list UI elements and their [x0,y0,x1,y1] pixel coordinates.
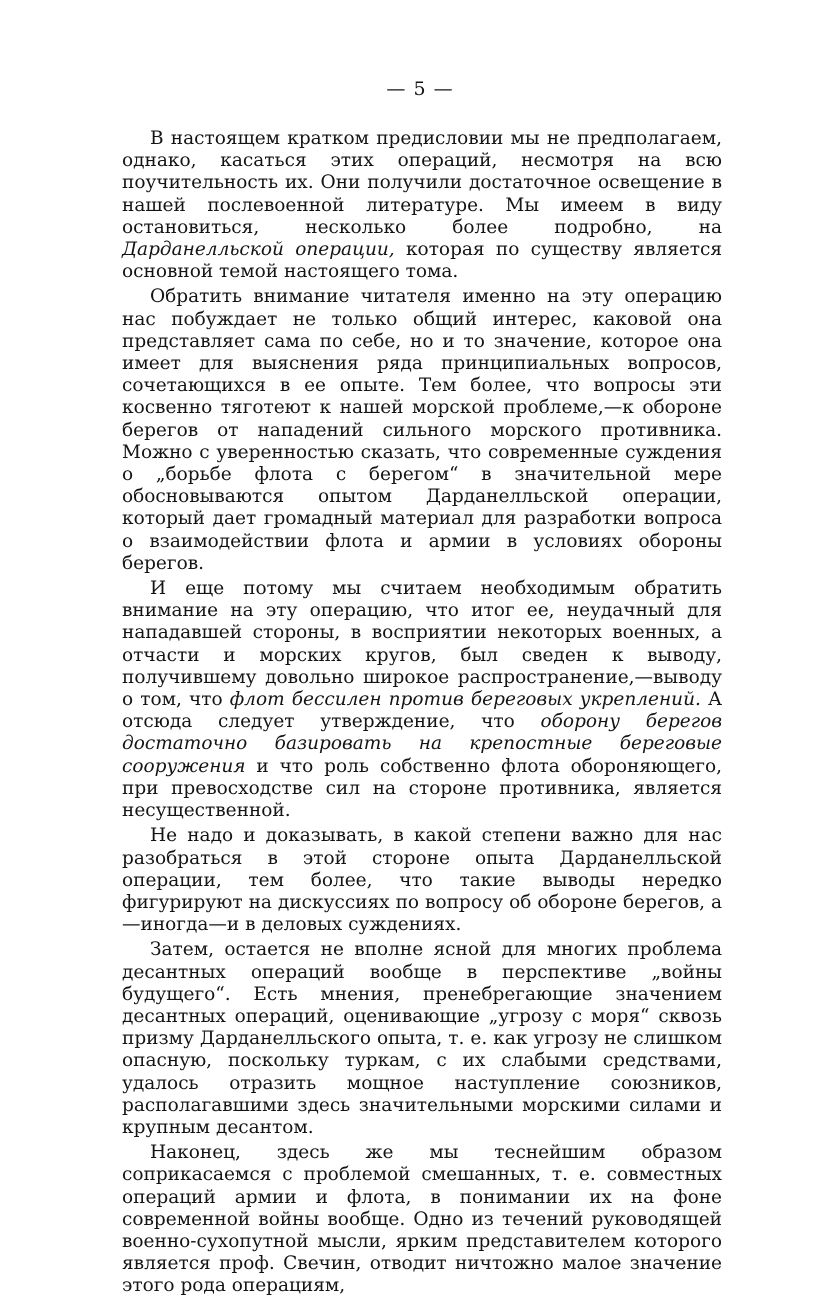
text-run: которая по существу является основной темой настоящего тома. [122,239,722,283]
italic-text-run: оборону берегов достаточно базировать на крепостные береговые сооружения [122,711,722,777]
italic-text-run: флот бессилен против береговых укреплений. [229,689,701,711]
text-body [122,128,722,1301]
italic-text-run: Дарданелльской операции, [122,239,395,261]
paragraph [122,128,722,283]
paragraph [122,825,722,936]
text-run: И еще потому мы считаем необходимым обратить внимание на эту операцию, что итог ее, неудачный для нападавшей стороны, в восприятии некоторых военных, а отчасти и морских кругов, был сведен к выводу, получившему довольно широкое распространение,—выводу о том, что [122,578,722,711]
text-run: Не надо и доказывать, в какой степени важно для нас разобраться в этой стороне опыта Дарданелльской операции, тем более, что такие выводы нередко фигурируют на дискуссиях по вопросу об обороне берегов, а—иногда—и в деловых суждениях. [122,825,722,936]
paragraph [122,939,722,1139]
text-run: и что роль собственно флота обороняющего, при превосходстве сил на стороне противника, является несущественной. [122,755,722,822]
text-run: Затем, остается не вполне ясной для многих проблема десантных операций вообще в перспективе „войны будущего“. Есть мнения, пренебрегающие значением десантных операций, оценивающие „угрозу с моря“ сквозь призму Дарданелльского опыта, т. е. как угрозу не слишком опасную, поскольку туркам, с их слабыми средствами, удалось отразить мощное наступление союзников, располагавшими здесь значительными морскими силами и крупным десантом. [122,939,722,1138]
text-run: В настоящем кратком предисловии мы не предполагаем, однако, касаться этих операций, несмотря на всю поучительность их. Они получили достаточное освещение в нашей послевоенной литературе. Мы имеем в виду остановиться, несколько более подробно, на [122,128,722,238]
paragraph [122,1142,722,1297]
text-run: Наконец, здесь же мы теснейшим образом соприкасаемся с проблемой смешанных, т. е. совместных операций армии и флота, в понимании их на фоне современной войны вообще. Одно из течений руководящей военно-сухопутной мысли, ярким представителем которого является проф. Свечин, отводит ничтожно малое значение этого рода операциям, [122,1142,722,1297]
paragraph [122,578,722,822]
text-run: Обратить внимание читателя именно на эту операцию нас побуждает не только общий интерес, каковой она представляет сама по себе, но и то значение, которое она имеет для выяснения ряда принципиальных вопросов, сочетающихся в ее опыте. Тем более, что вопросы эти косвенно тяготеют к нашей морской проблеме,—к обороне берегов от нападений сильного морского противника. Можно с уверенностью сказать, что современные суждения о „борьбе флота с берегом“ в значительной мере обосновываются опытом Дарданелльской операции, который дает громадный материал для разработки вопроса о взаимодействии флота и армии в условиях обороны берегов. [122,286,722,574]
text-run: А отсюда следует утверждение, что [122,689,722,733]
paragraph [122,286,722,575]
page-number: — 5 — [386,78,454,100]
